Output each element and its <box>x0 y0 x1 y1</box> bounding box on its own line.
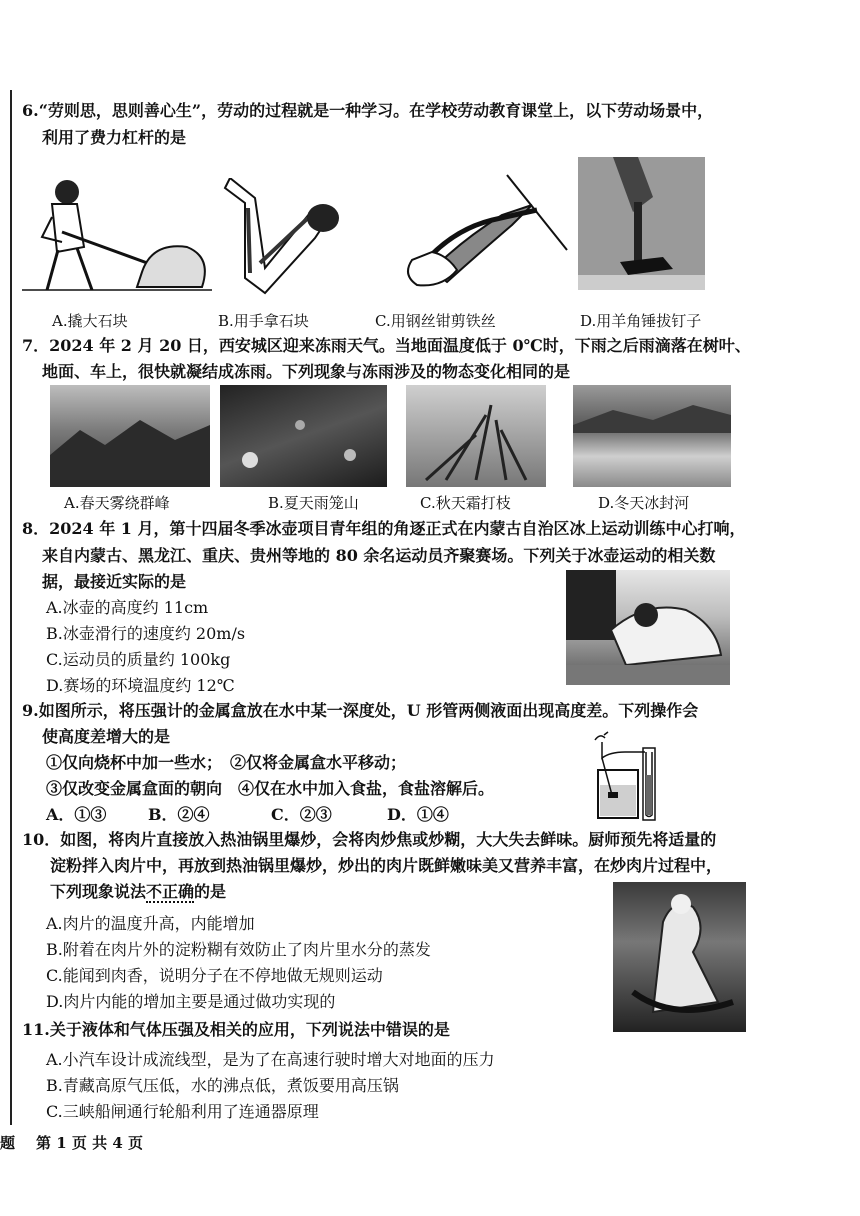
q8-option-d: D.赛场的环境温度约 12℃ <box>46 676 235 695</box>
q10-stem-line3 <box>50 882 226 902</box>
q7-option-c: C.秋天霜打枝 <box>420 494 511 512</box>
q9-stem-line2: 使高度差增大的是 <box>42 727 171 746</box>
q10-option-d: D.肉片内能的增加主要是通过做功实现的 <box>46 992 336 1011</box>
q11-option-c: C.三峡船闸通行轮船利用了连通器原理 <box>46 1102 319 1121</box>
q10-emphasis-not-correct: 不正确 <box>146 882 195 901</box>
q9-option-d: D．①④ <box>387 805 449 824</box>
q8-option-c: C.运动员的质量约 100kg <box>46 650 231 669</box>
q7-option-b: B.夏天雨笼山 <box>268 494 359 512</box>
q10-stem-line3-pre: 下列现象说法 <box>50 882 147 901</box>
q11-option-b: B.青藏高原气压低，水的沸点低，煮饭要用高压锅 <box>46 1076 399 1095</box>
q7-option-a: A.春天雾绕群峰 <box>64 494 170 512</box>
q9-option-c: C．②③ <box>271 805 332 824</box>
q7-option-d: D.冬天冰封河 <box>598 494 690 512</box>
footer-page-number: 第 1 页 共 4 页 <box>36 1134 143 1152</box>
q9-stem-line1: 9.如图所示，将压强计的金属盒放在水中某一深度处，U 形管两侧液面出现高度差。下列操作会 <box>22 701 699 720</box>
q6-option-d: D.用羊角锤拔钉子 <box>580 312 702 330</box>
q10-stem-line1: 10．如图，将肉片直接放入热油锅里爆炒，会将肉炒焦或炒糊，大大失去鲜味。厨师预先将适量的 <box>22 830 717 849</box>
q6-option-c: C.用钢丝钳剪铁丝 <box>375 312 496 330</box>
q7-stem-line2: 地面、车上，很快就凝结成冻雨。下列现象与冻雨涉及的物态变化相同的是 <box>42 362 571 381</box>
footer-left-fragment: 题 <box>0 1134 16 1152</box>
q7-figure-a-fog-peaks <box>50 385 210 487</box>
q6-figure-d-claw-hammer <box>578 157 705 290</box>
q6-figure-c-pliers-cutting-wire <box>392 170 572 288</box>
q8-stem-line1: 8．2024 年 1 月，第十四届冬季冰壶项目青年组的角逐正式在内蒙古自治区冰上运动训练中心打响， <box>22 519 746 538</box>
q8-stem-line2: 来自内蒙古、黑龙江、重庆、贵州等地的 80 余名运动员齐聚赛场。下列关于冰壶运动的相关数 <box>42 546 716 565</box>
q7-figure-b-rain-mountain <box>220 385 387 487</box>
q8-figure-curling-athlete <box>566 570 730 685</box>
q9-option-b: B．②④ <box>148 805 210 824</box>
q6-stem-line1: 6.“劳则思，思则善心生”，劳动的过程就是一种学习。在学校劳动教育课堂上，以下劳动场景中， <box>22 101 714 120</box>
q9-operations-line1: ①仅向烧杯中加一些水； ②仅将金属盒水平移动； <box>46 753 407 772</box>
q8-stem-line3: 据，最接近实际的是 <box>42 572 187 591</box>
q10-option-c: C.能闻到肉香，说明分子在不停地做无规则运动 <box>46 966 383 985</box>
q8-option-b: B.冰壶滑行的速度约 20m/s <box>46 624 246 643</box>
q10-option-a: A.肉片的温度升高，内能增加 <box>46 914 255 933</box>
q10-stem-line3-post: 的是 <box>194 882 227 901</box>
q7-figure-c-frost-branch <box>406 385 546 487</box>
binding-line <box>10 90 12 1125</box>
q6-figure-a-lever-rock <box>22 162 212 297</box>
q10-option-b: B.附着在肉片外的淀粉糊有效防止了肉片里水分的蒸发 <box>46 940 431 959</box>
q9-operations-line2: ③仅改变金属盒面的朝向 ④仅在水中加入食盐，食盐溶解后。 <box>46 779 495 798</box>
q11-stem: 11.关于液体和气体压强及相关的应用，下列说法中错误的是 <box>22 1020 450 1039</box>
q6-stem-line2: 利用了费力杠杆的是 <box>42 128 187 147</box>
q8-option-a: A.冰壶的高度约 11cm <box>46 598 209 617</box>
q9-figure-pressure-gauge <box>590 730 665 822</box>
q6-option-a: A.撬大石块 <box>52 312 128 330</box>
q7-stem-line1: 7．2024 年 2 月 20 日，西安城区迎来冻雨天气。当地面温度低于 0℃时，下雨之后雨滴落在树叶、 <box>22 336 751 355</box>
q7-figure-d-frozen-river <box>573 385 731 487</box>
q6-option-b: B.用手拿石块 <box>218 312 309 330</box>
q6-figure-b-arm-holding-stone <box>220 178 345 298</box>
q10-figure-chef-stir-frying <box>613 882 746 1032</box>
q11-option-a: A.小汽车设计成流线型，是为了在高速行驶时增大对地面的压力 <box>46 1050 495 1069</box>
q10-stem-line2: 淀粉拌入肉片中，再放到热油锅里爆炒，炒出的肉片既鲜嫩味美又营养丰富，在炒肉片过程中， <box>50 856 723 875</box>
q9-option-a: A．①③ <box>46 805 107 824</box>
